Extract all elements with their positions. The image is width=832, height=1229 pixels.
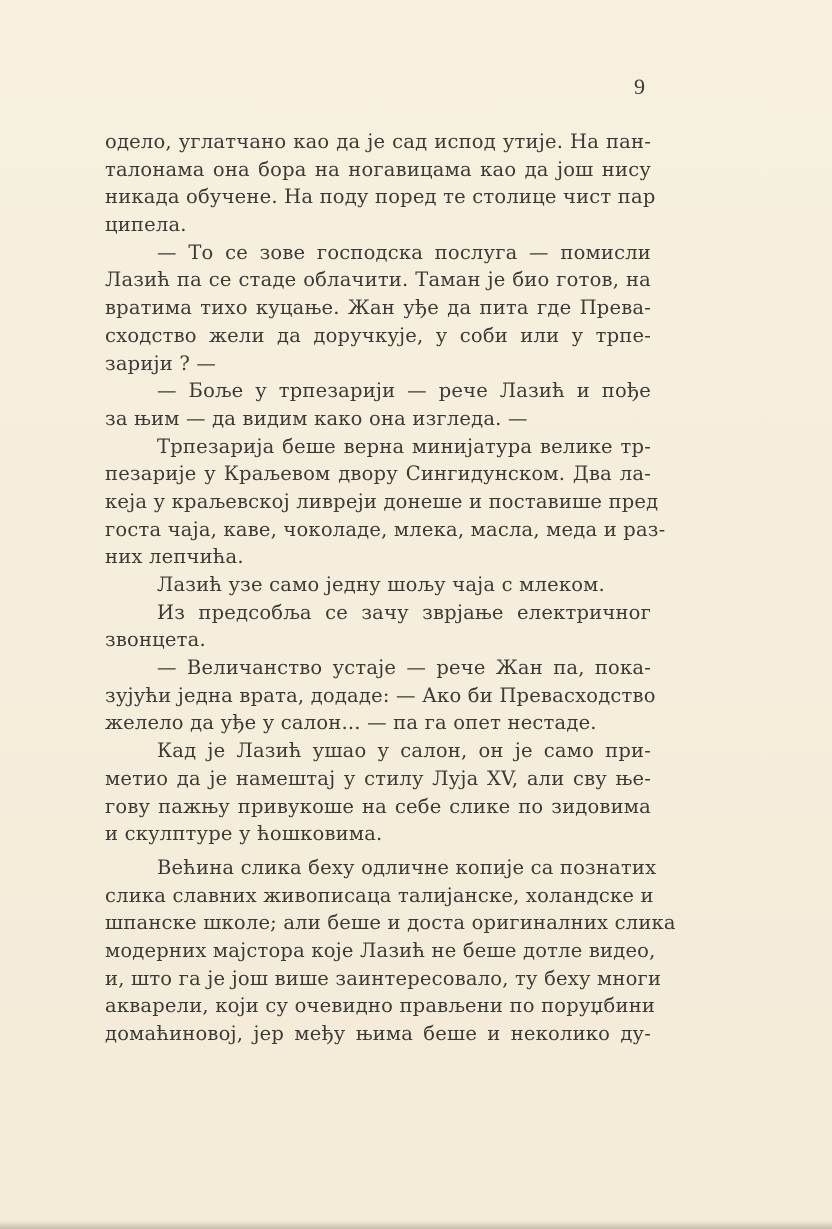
page-bottom-edge <box>0 1221 832 1229</box>
text-line: Кад је Лазић ушао у салон, он је само при- <box>157 739 651 763</box>
page-number: 9 <box>634 74 645 99</box>
text-line: ципела. <box>105 213 187 237</box>
text-line: них лепчића. <box>105 545 244 569</box>
text-line: Већина слика беху одличне копије са познатих <box>157 855 657 879</box>
text-line: гову пажњу привукоше на себе слике по зидовима <box>105 794 651 818</box>
text-line: зарији ? — <box>105 351 217 375</box>
text-line: пезарије у Краљевом двору Сингидунском. Два ла- <box>105 462 651 486</box>
text-line: Из предсобља се зачу зврјање електричног <box>157 600 651 624</box>
text-line: модерних мајстора које Лазић не беше дотле видео, <box>105 938 656 962</box>
text-line: слика славних живописаца талијанске, холандске и <box>105 883 654 907</box>
text-line: и, што га је још више заинтересовало, ту беху многи <box>105 966 662 990</box>
text-line: акварели, који су очевидно прављени по поруџбини <box>105 994 656 1018</box>
text-line: госта чаја, каве, чоколаде, млека, масла, меда и раз- <box>105 517 666 541</box>
text-line: кеја у краљевској ливреји донеше и поставише пред <box>105 489 659 513</box>
text-line: за њим — да видим како она изгледа. — <box>105 406 528 430</box>
text-line: никада обучене. На поду поред те столице чист пар <box>105 185 656 209</box>
text-line: талонама она бора на ногавицама као да још нису <box>105 157 651 181</box>
text-line: зујући једна врата, додаде: — Ако би Превасходство <box>105 683 656 707</box>
text-line: — Величанство устаје — рече Жан па, пока- <box>157 656 651 680</box>
text-line: — Боље у трпезарији — рече Лазић и пође <box>157 379 651 403</box>
text-line: одело, углатчано као да је сад испод утије. На пан- <box>105 130 651 153</box>
text-line: вратима тихо куцање. Жан уђе да пита где Прева- <box>105 296 651 320</box>
text-line: Лазић па се стаде облачити. Таман је био готов, на <box>105 268 651 292</box>
text-line: — То се зове господска послуга — помисли <box>157 240 651 264</box>
text-line: метио да је намештај у стилу Луја XV, али сву ње- <box>105 766 651 790</box>
text-line: домаћиновој, јер међу њима беше и неколико ду- <box>105 1022 651 1045</box>
text-line: шпанске школе; али беше и доста оригиналних слика <box>105 911 676 935</box>
text-line: желело да уђе у салон... — па га опет нестаде. <box>105 711 597 735</box>
text-line: звонцета. <box>105 628 206 652</box>
text-line: сходство жели да доручкује, у соби или у трпе- <box>105 323 651 347</box>
text-line: Лазић узе само једну шољу чаја с млеком. <box>157 573 605 596</box>
text-line: Трпезарија беше верна минијатура велике тр- <box>157 434 651 458</box>
body-text <box>105 128 676 1048</box>
text-line: и скулптуре у ћошковима. <box>105 822 383 846</box>
